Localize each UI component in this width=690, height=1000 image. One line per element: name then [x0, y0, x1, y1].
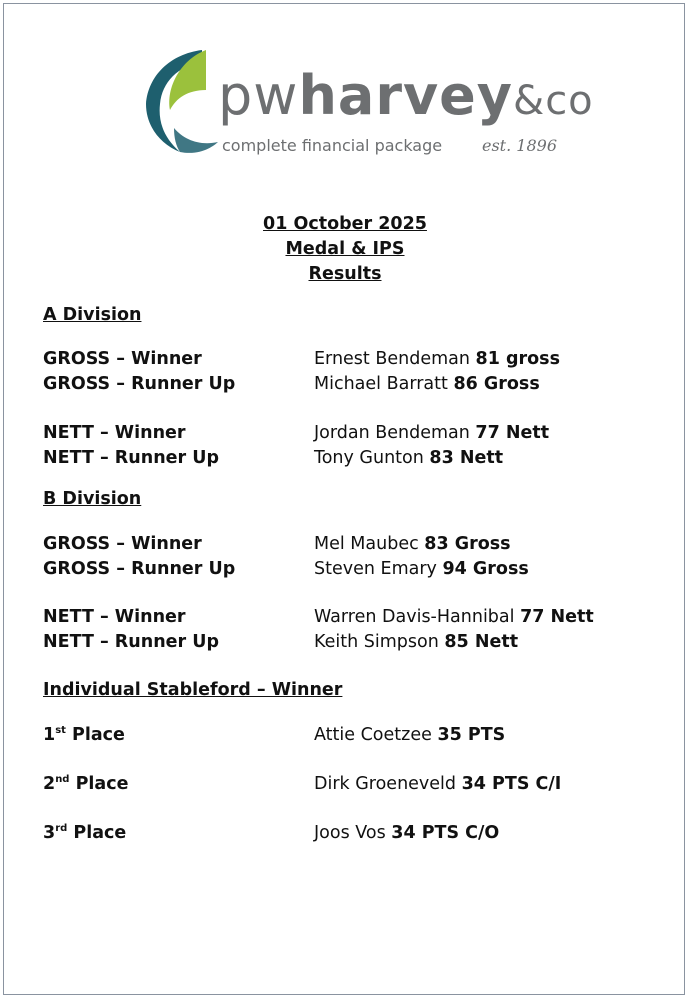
player-score: 83 Gross [424, 534, 511, 554]
player-name: Ernest Bendeman [314, 349, 470, 369]
section-title-a-division: A Division [43, 305, 142, 325]
tagline [222, 136, 562, 155]
place-text: Place [72, 725, 125, 745]
place-suffix: st [55, 725, 66, 737]
player-name: Jordan Bendeman [314, 423, 470, 443]
result-value [314, 347, 560, 371]
event-title: Medal & IPS [285, 239, 405, 259]
place-number: 3 [43, 823, 56, 843]
player-name: Steven Emary [314, 559, 437, 579]
player-score: 35 PTS [437, 725, 506, 745]
player-name: Warren Davis-Hannibal [314, 607, 515, 627]
result-label: NETT – Winner [43, 607, 186, 627]
logo-swoosh-icon [140, 46, 220, 156]
result-value [314, 630, 518, 654]
brand-bold: harvey [298, 64, 513, 127]
player-name: Keith Simpson [314, 632, 439, 652]
player-score: 77 Nett [475, 423, 550, 443]
place-number: 2 [43, 774, 56, 794]
result-label: NETT – Runner Up [43, 448, 219, 468]
player-score: 94 Gross [442, 559, 529, 579]
section-title-b-division: B Division [43, 489, 142, 509]
player-score: 85 Nett [444, 632, 519, 652]
result-value [314, 821, 499, 845]
results-header [0, 212, 690, 287]
place-label [43, 723, 125, 747]
tagline-text: complete financial package [222, 136, 443, 155]
result-label: GROSS – Runner Up [43, 559, 236, 579]
player-score: 77 Nett [520, 607, 594, 627]
place-label [43, 821, 126, 845]
player-score: 86 Gross [453, 374, 540, 394]
place-label [43, 772, 128, 796]
brand-wordmark [218, 66, 594, 131]
player-name: Dirk Groeneveld [314, 774, 457, 794]
player-name: Michael Barratt [314, 374, 448, 394]
result-value [314, 421, 549, 445]
result-value [314, 557, 529, 581]
established-text: est. 1896 [482, 136, 557, 155]
result-value [314, 372, 540, 396]
place-text: Place [75, 774, 129, 794]
brand-light: pw [218, 64, 299, 127]
section-title-stableford: Individual Stableford – Winner [43, 680, 343, 700]
player-score: 83 Nett [429, 448, 504, 468]
result-value [314, 532, 511, 556]
result-value [314, 772, 561, 796]
player-name: Attie Coetzee [314, 725, 432, 745]
place-suffix: rd [55, 823, 68, 835]
player-score: 34 PTS C/O [391, 823, 500, 843]
result-label: NETT – Winner [43, 423, 186, 443]
result-label: GROSS – Winner [43, 534, 202, 554]
player-name: Tony Gunton [314, 448, 424, 468]
place-suffix: nd [55, 774, 70, 786]
place-text: Place [73, 823, 127, 843]
place-number: 1 [43, 725, 56, 745]
result-value [314, 446, 503, 470]
result-label: GROSS – Runner Up [43, 374, 236, 394]
company-logo [140, 46, 594, 166]
results-title: Results [308, 264, 382, 284]
result-value [314, 723, 505, 747]
player-name: Mel Maubec [314, 534, 419, 554]
player-score: 81 gross [475, 349, 560, 369]
player-score: 34 PTS C/I [461, 774, 562, 794]
brand-amp: &co [513, 78, 594, 124]
event-date: 01 October 2025 [263, 214, 427, 234]
result-label: GROSS – Winner [43, 349, 202, 369]
result-value [314, 605, 594, 629]
player-name: Joos Vos [314, 823, 386, 843]
result-label: NETT – Runner Up [43, 632, 219, 652]
